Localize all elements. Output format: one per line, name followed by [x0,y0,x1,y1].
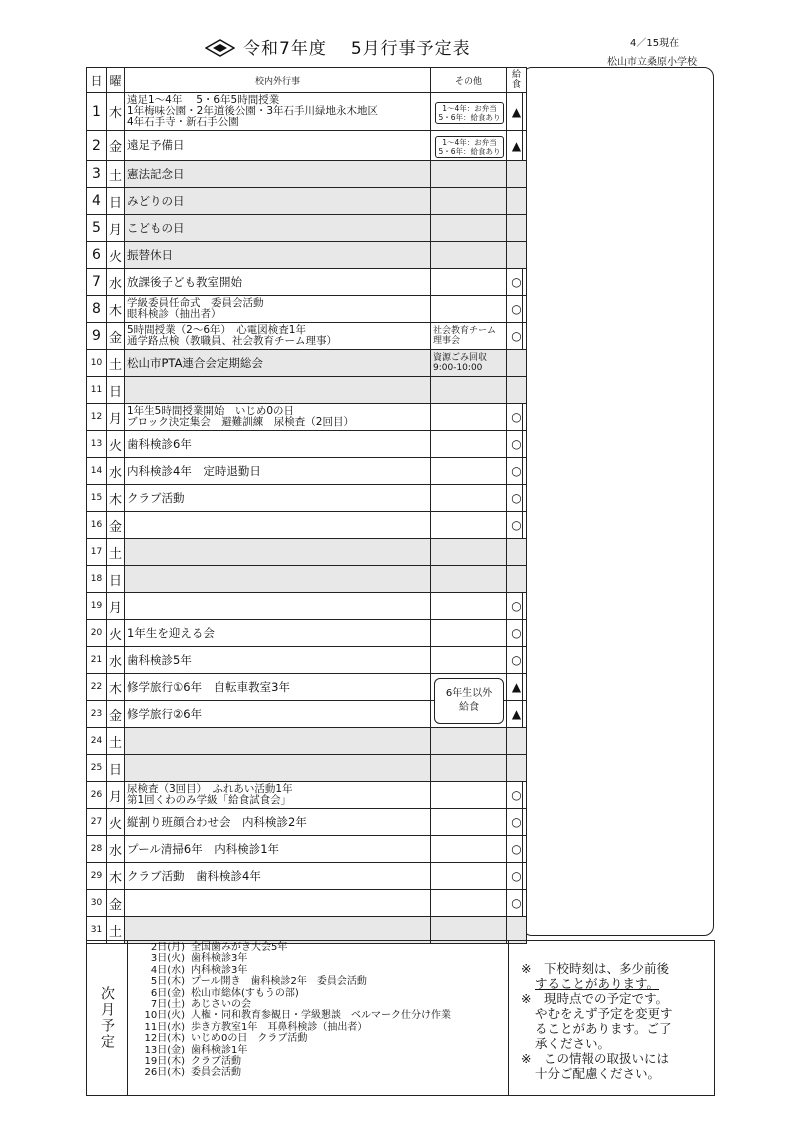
lunch-served-icon: ○ [507,512,527,539]
row-day: 9 [87,323,107,350]
title-era: 令和7年度 [243,39,327,59]
table-row [87,836,527,863]
table-row [87,404,527,431]
event-line: 1年梅味公園・2年道後公園・3年石手川緑地永木地区 [127,105,379,117]
row-events [125,404,431,431]
table-header-row [87,68,527,93]
lunch6-line2: 給食 [459,702,479,713]
event-line: 1年生を迎える会 [127,625,215,640]
row-day: 27 [87,809,107,836]
event-line: 松山市PTA連合会定期総会 [127,355,263,370]
row-weekday: 水 [107,269,125,296]
row-day: 16 [87,512,107,539]
row-kyushoku [507,215,527,242]
row-events [125,809,431,836]
table-row [87,431,527,458]
event-line: 1年生5時間授業開始 いじめ0の日 [127,405,295,417]
row-weekday: 火 [107,620,125,647]
row-other [431,296,507,323]
row-kyushoku [507,755,527,782]
table-row [87,809,527,836]
lunch-served-icon: ○ [507,863,527,890]
row-weekday: 土 [107,161,125,188]
row-day: 29 [87,863,107,890]
table-row [87,296,527,323]
event-line: ブロック決定集会 避難訓練 尿検査（2回目） [127,416,354,428]
event-line: プール清掃6年 内科検診1年 [127,841,280,856]
row-day: 19 [87,593,107,620]
row-day: 25 [87,755,107,782]
lunch-served-icon: ○ [507,620,527,647]
list-item-text: クラブ活動 [191,1056,241,1068]
list-item-text: 内科検診3年 [191,964,248,976]
row-day: 17 [87,539,107,566]
lunch-served-icon: ○ [507,323,527,350]
event-line: みどりの日 [127,193,185,208]
row-other [431,593,507,620]
event-line: 歯科検診6年 [127,436,192,451]
list-item-date: 26日(木) [144,1067,185,1079]
lunch-served-icon: ○ [507,296,527,323]
row-weekday: 金 [107,323,125,350]
event-line: 通学路点検（教職員、社会教育チーム理事） [127,335,337,347]
table-row [87,131,527,161]
other-line: 理事会 [433,336,461,346]
event-line: 修学旅行①6年 自転車教室3年 [127,679,290,694]
row-weekday: 火 [107,242,125,269]
list-item [127,1010,508,1021]
lunch-note-box [435,102,504,124]
row-day: 5 [87,215,107,242]
row-other [431,161,507,188]
list-item [127,1056,508,1067]
list-item-date: 6日(金) [150,987,185,999]
row-other [431,269,507,296]
notes [521,961,711,1081]
row-day: 6 [87,242,107,269]
next-month-section [86,940,715,1096]
row-day: 30 [87,890,107,917]
row-events [125,836,431,863]
table-row [87,512,527,539]
event-line: こどもの日 [127,220,185,235]
row-events [125,701,431,728]
row-other [431,431,507,458]
row-day: 8 [87,296,107,323]
row-other [431,323,507,350]
row-kyushoku [507,377,527,404]
table-row [87,890,527,917]
lunch-served-icon: ○ [507,890,527,917]
row-weekday: 水 [107,458,125,485]
lunch-partial-icon: ▲ [507,93,527,131]
row-weekday: 木 [107,93,125,131]
header-day: 日 [87,68,107,93]
lunch-note-grade6 [434,678,504,724]
lunch-served-icon: ○ [507,647,527,674]
table-row [87,593,527,620]
event-line: 振替休日 [127,247,173,262]
list-item-date: 19日(木) [144,1056,185,1068]
row-events [125,647,431,674]
event-line: 縦割り班顔合わせ会 内科検診2年 [127,814,307,829]
table-row [87,377,527,404]
row-weekday: 木 [107,674,125,701]
row-kyushoku [507,728,527,755]
school-emblem-icon [205,38,235,58]
lunch-note-line1: 1～4年：お弁当 [442,103,497,113]
table-row [87,863,527,890]
row-events [125,431,431,458]
row-events [125,377,431,404]
row-weekday: 金 [107,701,125,728]
row-other [431,728,507,755]
table-row [87,269,527,296]
row-day: 11 [87,377,107,404]
row-events [125,131,431,161]
row-day: 14 [87,458,107,485]
row-weekday: 火 [107,431,125,458]
row-day: 28 [87,836,107,863]
row-events [125,458,431,485]
row-weekday: 土 [107,350,125,377]
event-line: クラブ活動 歯科検診4年 [127,868,261,883]
event-line: 修学旅行②6年 [127,706,203,721]
header-other: その他 [431,68,507,93]
row-day: 26 [87,782,107,809]
lunch-note-line2: 5・6年：給食あり [438,112,501,122]
event-line: 遠足予備日 [127,138,185,152]
table-row [87,93,527,131]
list-item-date: 5日(木) [150,976,185,988]
row-weekday: 水 [107,836,125,863]
lunch-served-icon: ○ [507,269,527,296]
event-line: 4年石手寺・新石手公園 [127,116,239,128]
list-item [127,988,508,999]
note-3a: ※ この情報の取扱いには [521,1051,669,1066]
row-day: 21 [87,647,107,674]
table-row [87,755,527,782]
event-line: 眼科検診（抽出者） [127,308,222,320]
row-events [125,755,431,782]
list-item-text: 委員会活動 [191,1067,241,1079]
row-events [125,512,431,539]
row-other [431,404,507,431]
table-row [87,539,527,566]
row-events [125,539,431,566]
row-weekday: 木 [107,296,125,323]
row-weekday: 月 [107,782,125,809]
row-other [431,809,507,836]
row-weekday: 土 [107,539,125,566]
row-events [125,188,431,215]
event-line: 第1回くわのみ学級「給食試食会」 [127,794,292,806]
table-row [87,566,527,593]
row-other [431,131,507,161]
row-other [431,620,507,647]
lunch-served-icon: ○ [507,458,527,485]
row-other [431,458,507,485]
row-other [431,647,507,674]
row-events [125,782,431,809]
row-other [431,377,507,404]
other-line: 資源ごみ回収 [433,353,488,363]
row-weekday: 月 [107,215,125,242]
row-day: 20 [87,620,107,647]
event-line: 歯科検診5年 [127,652,192,667]
school-name: 松山市立桑原小学校 [607,57,697,68]
row-kyushoku [507,566,527,593]
list-item [127,953,508,964]
row-events [125,890,431,917]
list-item-date: 4日(水) [150,964,185,976]
lunch-note-box [435,136,504,158]
list-item [127,965,508,976]
row-weekday: 月 [107,404,125,431]
row-events [125,161,431,188]
row-events [125,566,431,593]
row-weekday: 土 [107,728,125,755]
note-1a: ※ 下校時刻は、多少前後 [521,961,669,976]
table-row [87,782,527,809]
header-events: 校内外行事 [125,68,431,93]
row-kyushoku [507,188,527,215]
row-other [431,188,507,215]
row-weekday: 金 [107,890,125,917]
row-events [125,296,431,323]
list-item-text: 全国歯みがき大会5年 [191,942,288,953]
list-item-date: 7日(土) [150,999,185,1011]
list-item-date: 10日(火) [144,1010,185,1022]
list-item [127,942,508,953]
lunch-served-icon: ○ [507,404,527,431]
note-2d: 承ください。 [535,1036,611,1051]
row-events [125,350,431,377]
list-item-text: 歯科検診1年 [191,1044,248,1056]
lunch-served-icon: ○ [507,836,527,863]
row-kyushoku [507,539,527,566]
list-item-text: 松山市総体(すもうの部) [191,987,299,999]
row-day: 22 [87,674,107,701]
list-item [127,1022,508,1033]
other-line: 社会教育チーム [433,326,497,336]
list-item-date: 11日(水) [144,1021,185,1033]
list-item-text: プール開き 歯科検診2年 委員会活動 [191,976,367,988]
list-item-date: 12日(木) [144,1033,185,1045]
event-line: クラブ活動 [127,490,185,505]
row-weekday: 水 [107,647,125,674]
note-3b: 十分ご配慮ください。 [535,1066,661,1081]
row-day: 15 [87,485,107,512]
row-weekday: 日 [107,188,125,215]
lunch-served-icon: ○ [507,809,527,836]
row-weekday: 土 [107,917,125,944]
list-item-date: 3日(火) [150,953,185,965]
list-item-text: 歯科検診3年 [191,953,248,965]
row-other [431,890,507,917]
list-item-text: あじさいの会 [191,999,251,1011]
row-other [431,539,507,566]
row-events [125,593,431,620]
list-item-text: いじめ0の日 クラブ活動 [191,1033,308,1045]
row-events [125,242,431,269]
row-events [125,269,431,296]
row-day: 13 [87,431,107,458]
lunch-partial-icon: ▲ [507,674,527,701]
event-line: 遠足1～4年 5・6年5時間授業 [127,94,280,106]
title-main: 5月行事予定表 [350,39,471,59]
event-line: 内科検診4年 定時退勤日 [127,463,261,478]
row-other [431,242,507,269]
header-kyushoku: 給 食 [507,68,527,93]
note-2b: やむをえず予定を変更す [535,1006,673,1021]
table-row [87,485,527,512]
row-other [431,512,507,539]
next-month-list [127,941,509,1096]
page-title [205,34,471,59]
row-other [431,836,507,863]
lunch-served-icon: ○ [507,782,527,809]
header-dow: 曜 [107,68,125,93]
row-other [431,350,507,377]
table-row [87,647,527,674]
row-day: 23 [87,701,107,728]
note-1b: することがあります。 [535,976,660,991]
event-line: 憲法記念日 [127,166,185,181]
row-weekday: 火 [107,809,125,836]
side-notes-box [522,67,714,936]
row-kyushoku [507,350,527,377]
row-kyushoku [507,242,527,269]
lunch-note-line1: 1～4年：お弁当 [442,137,497,147]
lunch-partial-icon: ▲ [507,701,527,728]
row-events [125,485,431,512]
row-weekday: 木 [107,485,125,512]
list-item-date: 2日(月) [150,942,185,953]
row-day: 10 [87,350,107,377]
row-other [431,566,507,593]
event-line: 学級委員任命式 委員会活動 [127,297,264,309]
lunch-served-icon: ○ [507,593,527,620]
row-day: 24 [87,728,107,755]
list-item-text: 人権・同和教育参観日・学級懇談 ベルマーク仕分け作業 [191,1010,451,1022]
row-day: 1 [87,93,107,131]
row-events [125,728,431,755]
schedule-table [86,67,527,944]
lunch-served-icon: ○ [507,431,527,458]
list-item [127,999,508,1010]
row-weekday: 日 [107,566,125,593]
row-events [125,323,431,350]
row-day: 7 [87,269,107,296]
row-weekday: 木 [107,863,125,890]
table-row [87,215,527,242]
table-row [87,620,527,647]
row-other [431,755,507,782]
table-row [87,728,527,755]
row-weekday: 月 [107,593,125,620]
row-day: 31 [87,917,107,944]
list-item [127,976,508,987]
row-other [431,863,507,890]
note-2c: ることがあります。ご了 [535,1021,672,1036]
other-line: 9:00-10:00 [433,363,483,373]
lunch6-line1: 6年生以外 [445,688,493,699]
row-weekday: 金 [107,512,125,539]
event-line: 尿検査（3回目） ふれあい活動1年 [127,783,293,795]
event-line: 放課後子ども教室開始 [127,274,242,289]
table-row [87,161,527,188]
row-day: 4 [87,188,107,215]
row-other [431,782,507,809]
lunch-served-icon: ○ [507,485,527,512]
row-weekday: 金 [107,131,125,161]
list-item-date: 13日(金) [144,1044,185,1056]
row-other [431,485,507,512]
row-events [125,863,431,890]
row-events [125,215,431,242]
note-2a: ※ 現時点での予定です。 [521,991,668,1006]
row-other [431,93,507,131]
lunch-partial-icon: ▲ [507,131,527,161]
row-kyushoku [507,161,527,188]
lunch-note-line2: 5・6年：給食あり [438,146,501,156]
table-row [87,323,527,350]
row-weekday: 日 [107,755,125,782]
row-other [431,215,507,242]
table-row [87,242,527,269]
row-day: 12 [87,404,107,431]
list-item-text: 歩き方教室1年 耳鼻科検診（抽出者） [191,1021,368,1033]
row-day: 18 [87,566,107,593]
list-item [127,1045,508,1056]
list-item [127,1067,508,1078]
table-row [87,350,527,377]
row-events [125,674,431,701]
table-row [87,188,527,215]
row-events [125,93,431,131]
list-item [127,1033,508,1044]
row-day: 2 [87,131,107,161]
as-of-date: 4／15現在 [630,38,680,49]
table-row [87,458,527,485]
next-month-label: 次月予定 [87,941,128,1095]
row-day: 3 [87,161,107,188]
row-weekday: 日 [107,377,125,404]
event-line: 5時間授業（2～6年） 心電図検査1年 [127,324,306,336]
row-events [125,620,431,647]
